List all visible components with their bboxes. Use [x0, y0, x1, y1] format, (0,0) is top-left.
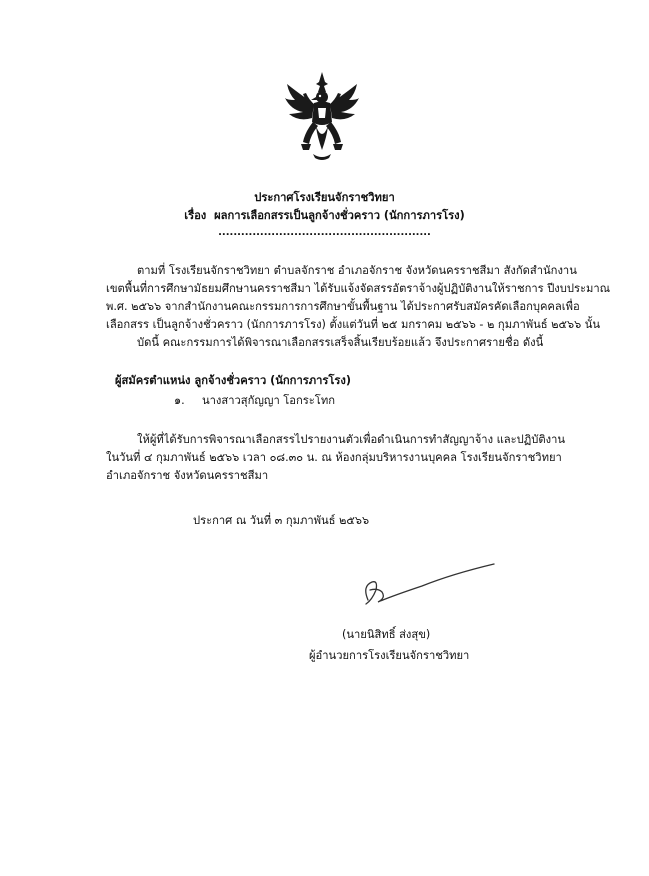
signer-position: ผู้อำนวยการโรงเรียนจักราชวิทยา	[309, 649, 470, 662]
announcement-title: ประกาศโรงเรียนจักราชวิทยา	[254, 191, 395, 204]
paragraph-1-line: บัดนี้ คณะกรรมการได้พิจารณาเลือกสรรเสร็จสิ้นเรียบร้อยแล้ว จึงประกาศรายชื่อ ดังนี้	[137, 336, 544, 349]
title-divider: ........................................................	[218, 227, 431, 238]
paragraph-1-line: พ.ศ. ๒๕๖๖ จากสำนักงานคณะกรรมการการศึกษาขั้นพื้นฐาน ได้ประกาศรับสมัครคัดเลือกบุคคลเพื่อ	[106, 300, 580, 313]
position-heading: ผู้สมัครตำแหน่ง ลูกจ้างชั่วคราว (นักการภารโรง)	[115, 374, 352, 387]
paragraph-1-line: เลือกสรร เป็นลูกจ้างชั่วคราว (นักการภารโรง) ตั้งแต่วันที่ ๒๕ มกราคม ๒๕๖๖ - ๒ กุมภาพันธ์ ๒๕๖๖ นั้น	[106, 318, 601, 331]
garuda-emblem-icon	[283, 70, 361, 162]
candidate-number: ๑.	[174, 394, 185, 407]
paragraph-1-line: ตามที่ โรงเรียนจักราชวิทยา ตำบลจักราช อำเภอจักราช จังหวัดนครราชสีมา สังกัดสำนักงาน	[137, 264, 577, 277]
announcement-subject	[0, 207, 649, 224]
paragraph-2-line: ให้ผู้ที่ได้รับการพิจารณาเลือกสรรไปรายงานตัวเพื่อดำเนินการทำสัญญาจ้าง และปฏิบัติงาน	[137, 433, 566, 446]
candidate-name: นางสาวสุกัญญา โอกระโทก	[202, 394, 335, 407]
paragraph-2-line: ในวันที่ ๔ กุมภาพันธ์ ๒๕๖๖ เวลา ๐๘.๓๐ น. ณ ห้องกลุ่มบริหารงานบุคคล โรงเรียนจักราชวิทยา	[106, 451, 562, 464]
paragraph-1-line: เขตพื้นที่การศึกษามัธยมศึกษานครราชสีมา ได้รับแจ้งจัดสรรอัตราจ้างผู้ปฏิบัติงานให้ราชการ ปีงบประมาณ	[106, 282, 611, 295]
signer-name: (นายนิสิทธิ์ ส่งสุข)	[342, 628, 431, 641]
subject-label: เรื่อง	[184, 209, 207, 222]
handwritten-signature	[352, 560, 502, 610]
announce-date: ประกาศ ณ วันที่ ๓ กุมภาพันธ์ ๒๕๖๖	[193, 514, 370, 527]
paragraph-2-line: อำเภอจักราช จังหวัดนครราชสีมา	[106, 469, 269, 482]
subject-text: ผลการเลือกสรรเป็นลูกจ้างชั่วคราว (นักการภารโรง)	[214, 209, 465, 222]
